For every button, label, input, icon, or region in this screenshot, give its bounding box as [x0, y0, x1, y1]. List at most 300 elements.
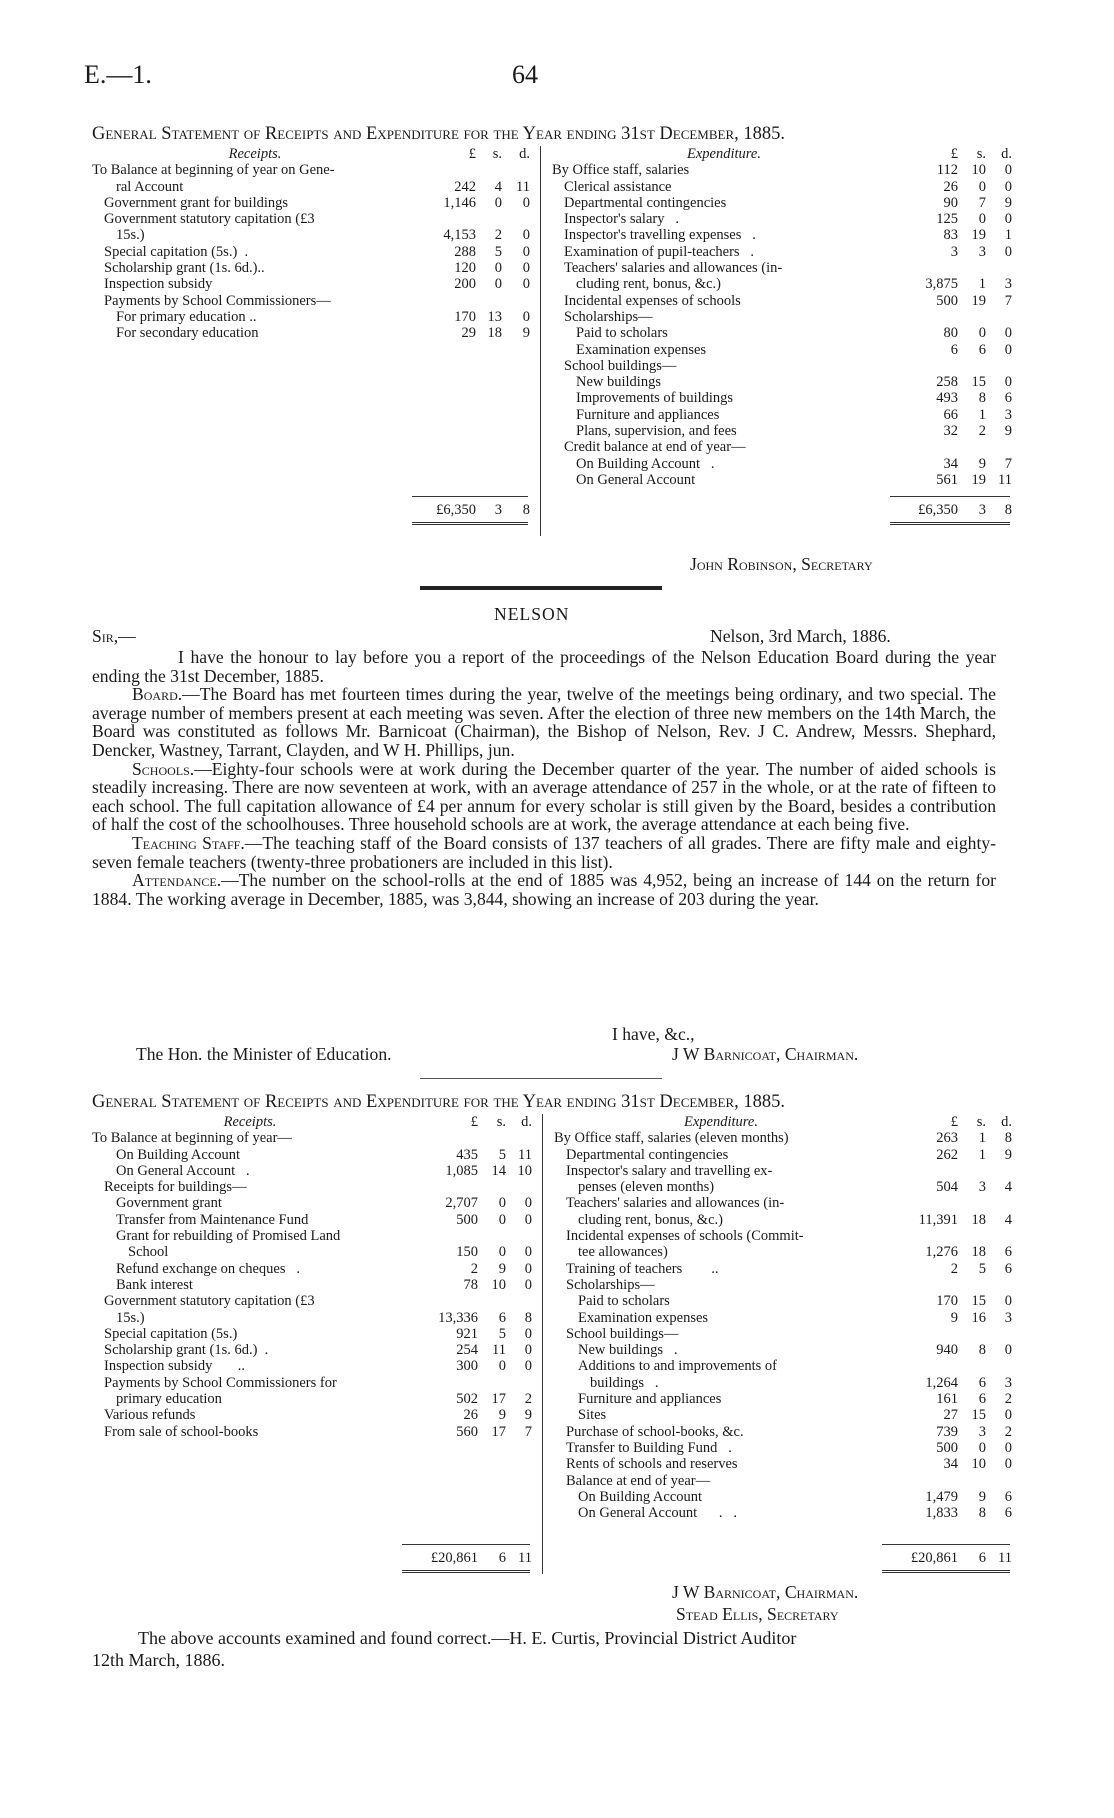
- statement1-expenditure-line-label: On General Account: [576, 471, 696, 488]
- statement1-expenditure-line-shillings: 6: [978, 341, 986, 358]
- statement2-expenditure-line-pounds: 1,479: [925, 1488, 958, 1505]
- statement2-receipts-line-pence: 8: [524, 1309, 532, 1326]
- statement2-expenditure-line: [554, 1456, 1012, 1472]
- statement1-expenditure-line: [552, 260, 1012, 276]
- attendance-paragraph: Attendance.—The number on the school-rolls at the end of 1885 was 4,952, being an increase of 144 on the return for 1884. The working average in December, 1885, was 3,844, showing an increase of 203 during the year.: [92, 870, 996, 909]
- statement2-expenditure-line-pounds: 1,276: [925, 1244, 958, 1261]
- statement2-receipts-total-s: 6: [498, 1550, 506, 1566]
- statement1-expenditure-line: [552, 342, 1012, 358]
- statement2-expenditure-line-pounds: 940: [936, 1342, 958, 1359]
- statement1-expenditure-line-label: Improvements of buildings: [576, 390, 734, 407]
- statement1-expenditure-line: [552, 390, 1012, 406]
- statement2-expenditure-line-amount: [888, 1212, 1012, 1228]
- statement2-receipts-line: [92, 1244, 532, 1260]
- statement2-expenditure-col-head: £: [950, 1114, 958, 1130]
- statement1-signature: John Robinson, Secretary: [690, 554, 873, 574]
- statement1-expenditure-col-head: d.: [1001, 146, 1012, 162]
- statement2-expenditure-line-shillings: 1: [978, 1130, 986, 1147]
- statement1-expenditure-line-amount: [896, 374, 1012, 390]
- statement2-expenditure-line-label: Incidental expenses of schools (Commit-: [566, 1228, 804, 1245]
- statement1-receipts-line: [92, 276, 530, 292]
- statement2-receipts-line: [92, 1375, 532, 1391]
- statement2-expenditure-line-amount: [888, 1130, 1012, 1146]
- statement2-expenditure-line-pence: 6: [1004, 1488, 1012, 1505]
- statement1-expenditure-line: [552, 227, 1012, 243]
- statement2-receipts-line-shillings: 17: [491, 1391, 506, 1408]
- statement2-receipts-line-label: Various refunds: [104, 1407, 196, 1424]
- statement1-receipts-column: [92, 146, 530, 342]
- statement2-expenditure-line-pounds: 11,391: [918, 1211, 958, 1228]
- statement2-expenditure-line: [554, 1244, 1012, 1260]
- statement1-receipts-line: [92, 162, 530, 178]
- statement1-expenditure-line-amount: [896, 342, 1012, 358]
- statement2-receipts-line-label: Government grant: [116, 1195, 222, 1212]
- statement1-receipts-line-label: Payments by School Commissioners—: [104, 292, 331, 309]
- statement1-expenditure-line-pounds: 80: [943, 325, 958, 342]
- statement2-receipts-total-l: £20,861: [430, 1550, 478, 1566]
- statement2-receipts-line-pounds: 254: [456, 1342, 478, 1359]
- statement1-expenditure-line-pounds: 83: [943, 227, 958, 244]
- statement2-expenditure-col-head: s.: [976, 1114, 986, 1130]
- statement2-receipts-line-pence: 0: [524, 1342, 532, 1359]
- statement1-expenditure-column-heads: [896, 146, 1012, 162]
- statement2-expenditure-line-pounds: 1,833: [925, 1505, 958, 1522]
- statement1-expenditure-line-pounds: 26: [943, 178, 958, 195]
- statement2-expenditure-total-double-rule: [882, 1570, 1010, 1573]
- statement1-receipts-line-label: ral Account: [116, 178, 184, 195]
- statement1-expenditure-line-label: Departmental contingencies: [564, 194, 727, 211]
- statement1-receipts-line-amount: [418, 325, 530, 341]
- statement1-expenditure-line-pence: 6: [1004, 390, 1012, 407]
- statement2-receipts-heading-row: [92, 1114, 532, 1130]
- statement1-expenditure-line-label: Clerical assistance: [564, 178, 672, 195]
- statement2-receipts-total-rule: [402, 1544, 530, 1545]
- statement2-expenditure-line-shillings: 8: [978, 1342, 986, 1359]
- statement1-expenditure-line-pence: 3: [1004, 276, 1012, 293]
- statement2-expenditure-line-amount: [888, 1424, 1012, 1440]
- statement2-expenditure-line-pence: 6: [1004, 1260, 1012, 1277]
- statement2-receipts-line-shillings: 0: [498, 1195, 506, 1212]
- statement2-expenditure-line-amount: [888, 1179, 1012, 1195]
- statement1-receipts-line: [92, 179, 530, 195]
- statement2-expenditure-line-shillings: 8: [978, 1505, 986, 1522]
- statement2-receipts-line: [92, 1163, 532, 1179]
- statement2-receipts-line-label: Grant for rebuilding of Promised Land: [116, 1228, 341, 1245]
- statement1-receipts-line: [92, 293, 530, 309]
- statement2-receipts-line: [92, 1326, 532, 1342]
- statement1-expenditure-line-pounds: 125: [936, 211, 958, 228]
- statement2-expenditure-line-label: On Building Account: [578, 1488, 703, 1505]
- statement2-receipts-line-shillings: 0: [498, 1211, 506, 1228]
- statement1-expenditure-line-amount: [896, 162, 1012, 178]
- statement1-expenditure-line-amount: [896, 276, 1012, 292]
- statement2-expenditure-line-amount: [888, 1261, 1012, 1277]
- statement1-receipts-line-pounds: 200: [454, 276, 476, 293]
- audit-note: The above accounts examined and found correct.—H. E. Curtis, Provincial District Auditor: [138, 1628, 797, 1648]
- statement1-receipts-line: [92, 244, 530, 260]
- statement1-receipts-line-label: Government statutory capitation (£3: [104, 211, 315, 228]
- statement2-expenditure-line: [554, 1293, 1012, 1309]
- statement2-expenditure-line-amount: [888, 1244, 1012, 1260]
- statement1-expenditure-line: [552, 179, 1012, 195]
- statement2-receipts-line-pence: 0: [524, 1260, 532, 1277]
- statement1-expenditure-line-label: By Office staff, salaries: [552, 162, 690, 179]
- statement2-expenditure-line-pence: 0: [1004, 1456, 1012, 1473]
- statement2-receipts-line-pence: 0: [524, 1358, 532, 1375]
- report-salutation: Sir,—: [92, 626, 136, 646]
- statement1-expenditure-line-pence: 7: [1004, 292, 1012, 309]
- statement1-column-divider: [540, 146, 541, 536]
- statement2-receipts-line-pounds: 2: [470, 1260, 478, 1277]
- statement2-receipts-line-pence: 0: [524, 1276, 532, 1293]
- statement2-receipts-column-heads: [408, 1114, 532, 1130]
- statement1-expenditure-line-amount: [896, 244, 1012, 260]
- statement2-expenditure-line-shillings: 3: [978, 1179, 986, 1196]
- statement2-receipts-line-label: Government statutory capitation (£3: [104, 1293, 315, 1310]
- statement1-expenditure-col-head: s.: [976, 146, 986, 162]
- statement2-receipts-line: [92, 1342, 532, 1358]
- statement1-receipts-line-label: Government grant for buildings: [104, 194, 289, 211]
- statement1-receipts-line-amount: [418, 276, 530, 292]
- statement2-expenditure-line: [554, 1310, 1012, 1326]
- statement1-receipts-line-pence: 0: [522, 276, 530, 293]
- statement1-expenditure-line: [552, 276, 1012, 292]
- statement1-expenditure-line-label: Teachers' salaries and allowances (in-: [564, 260, 783, 277]
- statement2-receipts-line-label: Bank interest: [116, 1276, 193, 1293]
- statement2-receipts-line-label: Special capitation (5s.): [104, 1325, 238, 1342]
- statement2-expenditure-line-pence: 2: [1004, 1391, 1012, 1408]
- statement1-receipts-line-pounds: 4,153: [443, 227, 476, 244]
- statement2-expenditure-line-label: cluding rent, bonus, &c.): [578, 1211, 723, 1228]
- statement2-receipts-line: [92, 1424, 532, 1440]
- statement1-expenditure-line: [552, 244, 1012, 260]
- statement2-expenditure-line-amount: [888, 1310, 1012, 1326]
- statement1-receipts-line-amount: [418, 260, 530, 276]
- statement1-expenditure-line-pounds: 66: [943, 406, 958, 423]
- statement1-receipts-heading: Receipts.: [228, 146, 282, 162]
- statement1-expenditure-line-shillings: 9: [978, 455, 986, 472]
- page-code: E.—1.: [84, 60, 152, 89]
- statement1-expenditure-line: [552, 423, 1012, 439]
- statement1-receipts-line-pounds: 120: [454, 260, 476, 277]
- statement2-expenditure-line: [554, 1326, 1012, 1342]
- statement1-expenditure-line-shillings: 10: [971, 162, 986, 179]
- statement2-expenditure-total: [554, 1550, 1012, 1566]
- statement1-expenditure-total: [552, 502, 1012, 518]
- statement1-receipts-column-heads: [418, 146, 530, 162]
- statement1-receipts-line-pounds: 29: [461, 325, 476, 342]
- statement2-expenditure-line-pounds: 504: [936, 1179, 958, 1196]
- statement2-expenditure-line-pence: 3: [1004, 1374, 1012, 1391]
- statement1-expenditure-line-label: Scholarships—: [564, 308, 653, 325]
- thin-divider: [420, 1078, 662, 1079]
- statement1-expenditure-line-shillings: 0: [978, 325, 986, 342]
- statement2-expenditure-line-pounds: 170: [936, 1293, 958, 1310]
- statement2-receipts-line-amount: [408, 1195, 532, 1211]
- statement2-expenditure-heading: Expenditure.: [684, 1114, 758, 1130]
- statement1-expenditure-line-shillings: 7: [978, 194, 986, 211]
- statement2-receipts-line-pounds: 500: [456, 1211, 478, 1228]
- report-date: Nelson, 3rd March, 1886.: [710, 626, 891, 646]
- statement1-expenditure-line-label: School buildings—: [564, 357, 677, 374]
- statement1-receipts-line-label: For secondary education: [116, 325, 259, 342]
- statement2-receipts-line-shillings: 0: [498, 1358, 506, 1375]
- statement2-expenditure-line-label: By Office staff, salaries (eleven months): [554, 1130, 789, 1147]
- audit-date: 12th March, 1886.: [92, 1650, 225, 1670]
- statement2-expenditure-line-pence: 0: [1004, 1439, 1012, 1456]
- statement2-expenditure-line-label: Paid to scholars: [578, 1293, 670, 1310]
- statement2-expenditure-line-label: Transfer to Building Fund .: [566, 1439, 732, 1456]
- statement1-receipts-line: [92, 195, 530, 211]
- statement2-receipts-line-amount: [408, 1407, 532, 1423]
- statement2-expenditure-line-amount: [888, 1489, 1012, 1505]
- statement2-receipts-line-amount: [408, 1147, 532, 1163]
- statement2-receipts-line: [92, 1147, 532, 1163]
- schools-paragraph: Schools.—Eighty-four schools were at work during the December quarter of the year. The number of aided schools is steadily increasing. There are now seventeen at work, with an average attendance of 257 in the whole, or at the rate of fifteen to each school. The full capitation allowance of £4 per annum for every scholar is still given by the Board, besides a contribution of half the cost of the schoolhouses. Three household schools are at work, the average attendance at each being five.: [92, 758, 996, 835]
- statement1-expenditure-line-pounds: 258: [936, 374, 958, 391]
- statement2-receipts-line-pence: 7: [524, 1423, 532, 1440]
- statement2-expenditure-line-shillings: 16: [971, 1309, 986, 1326]
- statement1-receipts-line-shillings: 4: [494, 178, 502, 195]
- statement1-expenditure-line-pence: 1: [1004, 227, 1012, 244]
- statement1-expenditure-line-shillings: 0: [978, 178, 986, 195]
- statement2-expenditure-line-label: Examination expenses: [578, 1309, 709, 1326]
- statement1-expenditure-line-pence: 0: [1004, 178, 1012, 195]
- statement1-expenditure-total-d: 8: [1004, 502, 1012, 518]
- report-body: [92, 648, 996, 908]
- statement2-receipts-line-shillings: 14: [491, 1162, 506, 1179]
- statement1-expenditure-line: [552, 358, 1012, 374]
- statement2-receipts-line-label: On General Account .: [116, 1162, 250, 1179]
- statement2-receipts-line-amount: [408, 1244, 532, 1260]
- statement1-receipts-line-pence: 0: [522, 260, 530, 277]
- statement2-receipts-line-amount: [408, 1310, 532, 1326]
- statement2-expenditure-line-pence: 0: [1004, 1293, 1012, 1310]
- statement2-expenditure-line-shillings: 15: [971, 1293, 986, 1310]
- statement2-receipts-line-pounds: 921: [456, 1325, 478, 1342]
- statement2-receipts-line-amount: [408, 1391, 532, 1407]
- statement1-receipts-line-label: 15s.): [116, 227, 145, 244]
- statement2-receipts-line: [92, 1407, 532, 1423]
- statement1-title: General Statement of Receipts and Expenditure for the Year ending 31st December, 1885.: [92, 124, 786, 144]
- statement2-expenditure-line-pounds: 27: [943, 1407, 958, 1424]
- statement1-receipts-line-amount: [418, 244, 530, 260]
- statement2-receipts-line-pounds: 502: [456, 1391, 478, 1408]
- statement1-expenditure-total-l: £6,350: [918, 502, 958, 518]
- statement2-expenditure-line-pounds: 739: [936, 1423, 958, 1440]
- statement1-expenditure-line: [552, 374, 1012, 390]
- statement2-expenditure-line-label: penses (eleven months): [578, 1179, 715, 1196]
- statement1-receipts-line-pence: 0: [522, 194, 530, 211]
- statement2-receipts-line-label: Transfer from Maintenance Fund: [116, 1211, 309, 1228]
- statement2-expenditure-line-amount: [888, 1440, 1012, 1456]
- statement2-expenditure-line: [554, 1358, 1012, 1374]
- statement2-receipts-col-head: £: [470, 1114, 478, 1130]
- statement2-receipts-line-amount: [408, 1212, 532, 1228]
- statement1-expenditure-line-pence: 0: [1004, 341, 1012, 358]
- statement2-expenditure-line: [554, 1489, 1012, 1505]
- statement1-receipts-line: [92, 260, 530, 276]
- statement1-expenditure-line-amount: [896, 325, 1012, 341]
- statement1-receipts-total-double-rule: [412, 522, 528, 525]
- statement2-expenditure-line: [554, 1179, 1012, 1195]
- statement1-expenditure-line-label: Examination of pupil-teachers .: [564, 243, 755, 260]
- statement2-expenditure-line-pounds: 34: [943, 1456, 958, 1473]
- statement2-expenditure-line-pence: 0: [1004, 1407, 1012, 1424]
- statement1-expenditure-total-s: 3: [978, 502, 986, 518]
- statement2-expenditure-line: [554, 1277, 1012, 1293]
- statement2-expenditure-line-label: School buildings—: [566, 1325, 679, 1342]
- statement1-receipts-line-pounds: 288: [454, 243, 476, 260]
- statement1-receipts-total-rule: [412, 496, 528, 497]
- statement1-expenditure-line-label: New buildings: [576, 374, 661, 391]
- statement1-receipts-line-amount: [418, 227, 530, 243]
- statement1-receipts-total: [92, 502, 530, 518]
- statement1-expenditure-line: [552, 325, 1012, 341]
- statement1-expenditure-line: [552, 472, 1012, 488]
- statement2-expenditure-line: [554, 1407, 1012, 1423]
- statement2-receipts-line: [92, 1228, 532, 1244]
- statement1-receipts-line-pence: 11: [516, 178, 530, 195]
- statement1-expenditure-line-pounds: 3,875: [925, 276, 958, 293]
- statement2-expenditure-line-amount: [888, 1391, 1012, 1407]
- statement2-expenditure-line-pence: 9: [1004, 1146, 1012, 1163]
- statement2-title: General Statement of Receipts and Expenditure for the Year ending 31st December, 1885.: [92, 1092, 786, 1112]
- statement2-expenditure-total-rule: [882, 1544, 1010, 1545]
- statement1-expenditure-line-pounds: 500: [936, 292, 958, 309]
- statement2-receipts-line-label: 15s.): [116, 1309, 145, 1326]
- statement1-expenditure-line-label: Credit balance at end of year—: [564, 439, 746, 456]
- report-heading: NELSON: [494, 604, 570, 624]
- statement1-expenditure-line-pounds: 90: [943, 194, 958, 211]
- statement1-receipts-line-shillings: 18: [487, 325, 502, 342]
- statement1-expenditure-line-pence: 0: [1004, 211, 1012, 228]
- statement2-receipts-total-double-rule: [402, 1570, 530, 1573]
- statement2-receipts-line-pence: 0: [524, 1325, 532, 1342]
- statement2-expenditure-line-label: Sites: [578, 1407, 607, 1424]
- statement1-expenditure-line-amount: [896, 179, 1012, 195]
- statement2-expenditure-line-shillings: 6: [978, 1374, 986, 1391]
- statement2-expenditure-line: [554, 1228, 1012, 1244]
- statement1-expenditure-line-pence: 0: [1004, 374, 1012, 391]
- statement2-expenditure-line-label: Departmental contingencies: [566, 1146, 729, 1163]
- statement1-expenditure-line-pence: 11: [998, 471, 1012, 488]
- statement2-receipts-line-amount: [408, 1326, 532, 1342]
- statement2-expenditure-line-shillings: 15: [971, 1407, 986, 1424]
- statement2-receipts-line: [92, 1277, 532, 1293]
- statement1-expenditure-line-pence: 0: [1004, 243, 1012, 260]
- statement2-receipts-col-head: d.: [521, 1114, 532, 1130]
- statement1-expenditure-line-amount: [896, 195, 1012, 211]
- statement2-expenditure-line-pence: 8: [1004, 1130, 1012, 1147]
- statement2-expenditure-heading-row: [554, 1114, 1012, 1130]
- statement2-expenditure-line: [554, 1130, 1012, 1146]
- statement1-expenditure-line-label: Paid to scholars: [576, 325, 668, 342]
- statement2-receipts-line: [92, 1391, 532, 1407]
- statement2-expenditure-line-shillings: 0: [978, 1439, 986, 1456]
- statement1-expenditure-total-rule: [890, 496, 1010, 497]
- statement1-receipts-line-label: For primary education ..: [116, 308, 257, 325]
- statement1-expenditure-line-amount: [896, 211, 1012, 227]
- statement1-table: [92, 146, 1012, 546]
- statement1-expenditure-line-shillings: 19: [971, 292, 986, 309]
- statement2-expenditure-line-amount: [888, 1147, 1012, 1163]
- statement2-expenditure-line: [554, 1163, 1012, 1179]
- statement2-receipts-line-pounds: 150: [456, 1244, 478, 1261]
- statement1-receipts-line-pounds: 242: [454, 178, 476, 195]
- statement2-receipts-line: [92, 1261, 532, 1277]
- statement1-expenditure-line-amount: [896, 472, 1012, 488]
- statement2-expenditure-line-pounds: 262: [936, 1146, 958, 1163]
- statement2-receipts-line-pence: 10: [517, 1162, 532, 1179]
- statement1-expenditure-line-label: Inspector's travelling expenses .: [564, 227, 756, 244]
- statement2-expenditure-line-shillings: 3: [978, 1423, 986, 1440]
- statement2-receipts-line-label: Inspection subsidy ..: [104, 1358, 245, 1375]
- statement2-expenditure-line-shillings: 18: [971, 1244, 986, 1261]
- statement2-signature-chairman: J W Barnicoat, Chairman.: [672, 1582, 859, 1602]
- statement1-expenditure-line-shillings: 19: [971, 227, 986, 244]
- statement1-expenditure-line: [552, 162, 1012, 178]
- statement1-expenditure-line-shillings: 15: [971, 374, 986, 391]
- statement1-expenditure-col-head: £: [950, 146, 958, 162]
- statement2-expenditure-line-shillings: 18: [971, 1211, 986, 1228]
- statement2-receipts-line-pounds: 300: [456, 1358, 478, 1375]
- statement1-expenditure-line-amount: [896, 293, 1012, 309]
- statement1-expenditure-column: [552, 146, 1012, 488]
- report-closing: I have, &c.,: [612, 1024, 695, 1044]
- statement1-receipts-line: [92, 211, 530, 227]
- statement1-receipts-line-amount: [418, 195, 530, 211]
- statement2-receipts-line-label: Scholarship grant (1s. 6d.) .: [104, 1342, 269, 1359]
- statement2-receipts-line: [92, 1179, 532, 1195]
- statement2-expenditure-line-amount: [888, 1375, 1012, 1391]
- statement2-receipts-line-shillings: 6: [498, 1309, 506, 1326]
- statement2-receipts-column: [92, 1114, 532, 1440]
- statement2-expenditure-line: [554, 1440, 1012, 1456]
- statement1-receipts-line-pence: 0: [522, 227, 530, 244]
- statement1-expenditure-line-pounds: 112: [936, 162, 958, 179]
- statement2-expenditure-line-pence: 6: [1004, 1244, 1012, 1261]
- statement1-expenditure-line-label: cluding rent, bonus, &c.): [576, 276, 721, 293]
- statement1-expenditure-line-pounds: 32: [943, 423, 958, 440]
- statement2-expenditure-line: [554, 1505, 1012, 1521]
- statement2-expenditure-line-label: Scholarships—: [566, 1276, 655, 1293]
- statement2-expenditure-line-shillings: 10: [971, 1456, 986, 1473]
- statement2-receipts-total: [92, 1550, 532, 1566]
- statement1-expenditure-line-amount: [896, 456, 1012, 472]
- statement2-table: [92, 1114, 1012, 1574]
- statement1-expenditure-line-shillings: 0: [978, 211, 986, 228]
- statement1-expenditure-line-label: Examination expenses: [576, 341, 707, 358]
- statement2-receipts-line-label: To Balance at beginning of year—: [92, 1130, 292, 1147]
- statement1-expenditure-line-amount: [896, 423, 1012, 439]
- statement2-receipts-line-shillings: 5: [498, 1325, 506, 1342]
- statement2-expenditure-total-d: 11: [998, 1550, 1012, 1566]
- statement1-expenditure-heading-row: [552, 146, 1012, 162]
- statement1-expenditure-line: [552, 293, 1012, 309]
- statement2-expenditure-line: [554, 1391, 1012, 1407]
- statement1-receipts-line: [92, 309, 530, 325]
- report-signature: J W Barnicoat, Chairman.: [672, 1044, 859, 1064]
- statement2-receipts-line-label: From sale of school-books: [104, 1423, 259, 1440]
- statement1-expenditure-line-label: Inspector's salary .: [564, 211, 679, 228]
- statement2-expenditure-line-amount: [888, 1407, 1012, 1423]
- statement1-receipts-line-shillings: 0: [494, 260, 502, 277]
- statement1-receipts-line-label: Special capitation (5s.) .: [104, 243, 249, 260]
- statement1-expenditure-line-label: Plans, supervision, and fees: [576, 423, 737, 440]
- statement2-expenditure-line-shillings: 1: [978, 1146, 986, 1163]
- statement2-expenditure-col-head: d.: [1001, 1114, 1012, 1130]
